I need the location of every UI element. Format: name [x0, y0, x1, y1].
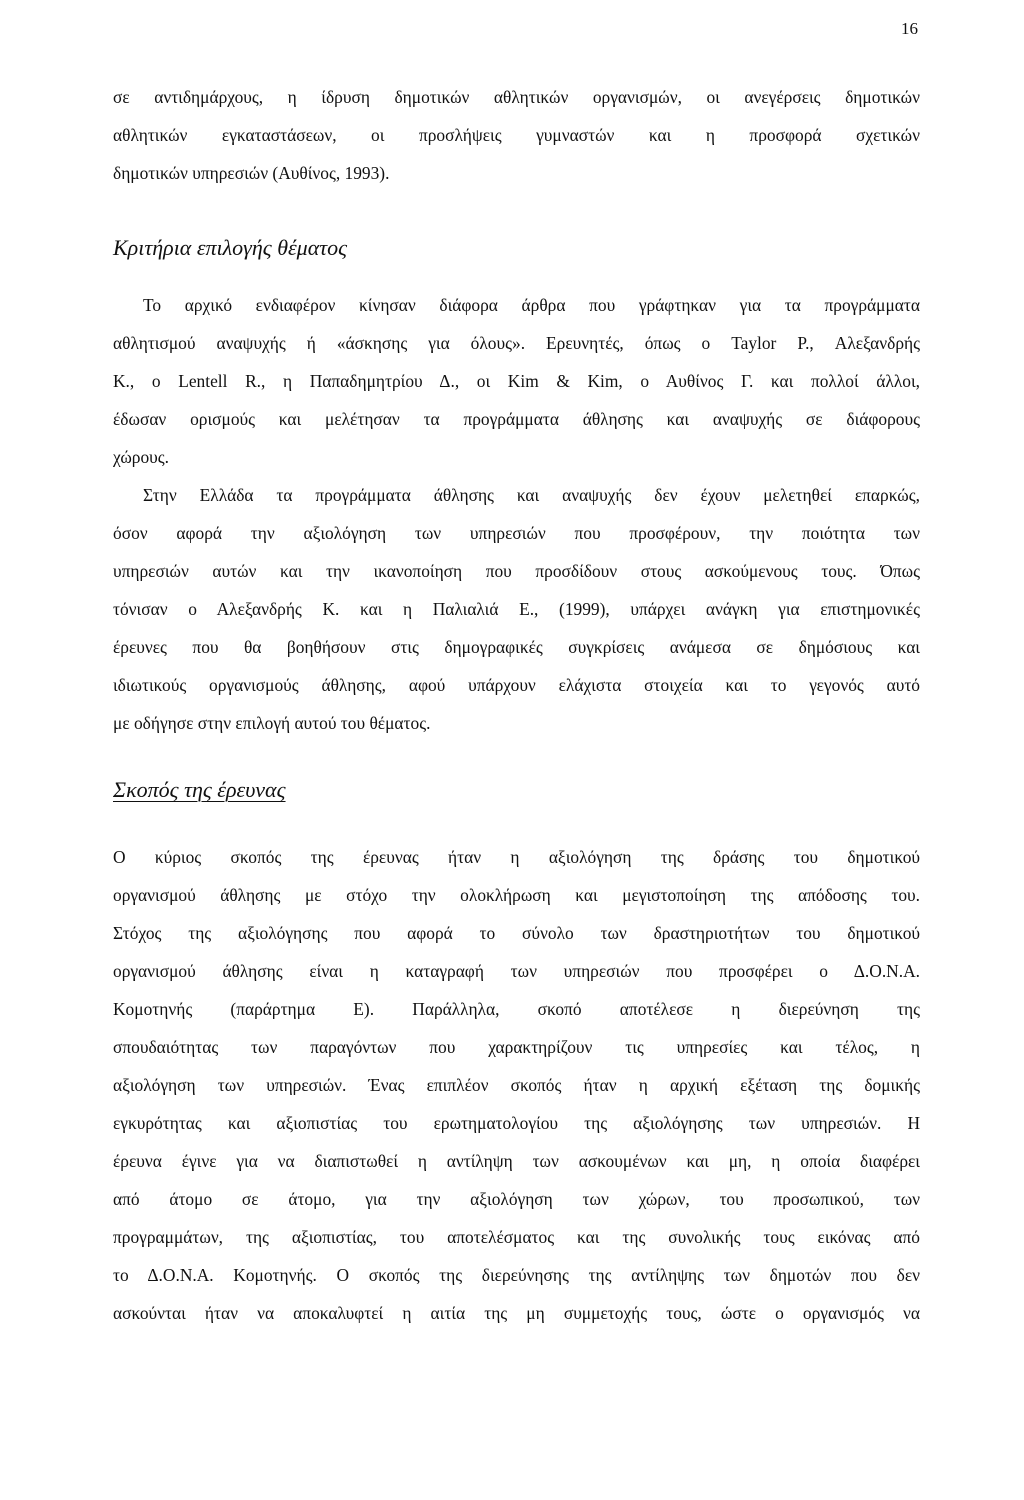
- text-line: οργανισμού άθλησης με στόχο την ολοκλήρωση και μεγιστοποίηση της απόδοσης του.: [113, 885, 920, 905]
- text-line: έδωσαν ορισμούς και μελέτησαν τα προγράμματα άθλησης και αναψυχής σε διάφορους: [113, 409, 920, 429]
- text-line: Ο κύριος σκοπός της έρευνας ήταν η αξιολόγηση της δράσης του δημοτικού: [113, 847, 920, 867]
- spacer: [113, 268, 920, 286]
- section-heading-text: Σκοπός της έρευνας: [113, 777, 286, 802]
- text-line: από άτομο σε άτομο, για την αξιολόγηση των χώρων, του προσωπικού, των: [113, 1189, 920, 1209]
- text-line: αθλητικών εγκαταστάσεων, οι προσλήψεις γυμναστών και η προσφορά σχετικών: [113, 125, 920, 145]
- intro-paragraph: [113, 78, 920, 192]
- text-line: σε αντιδημάρχους, η ίδρυση δημοτικών αθλητικών οργανισμών, οι ανεγέρσεις δημοτικών: [113, 87, 920, 107]
- text-line: έρευνες που θα βοηθήσουν στις δημογραφικές συγκρίσεις ανάμεσα σε δημόσιους και: [113, 637, 920, 657]
- section-heading-research-aim: [113, 770, 920, 810]
- text-line: οργανισμού άθλησης είναι η καταγραφή των υπηρεσιών που προσφέρει ο Δ.Ο.Ν.Α.: [113, 961, 920, 981]
- text-line: χώρους.: [113, 447, 170, 467]
- text-line: αθλητισμού αναψυχής ή «άσκησης για όλους». Ερευνητές, όπως ο Taylor P., Αλεξανδρής: [113, 333, 920, 353]
- text-line: Στην Ελλάδα τα προγράμματα άθλησης και αναψυχής δεν έχουν μελετηθεί επαρκώς,: [143, 485, 920, 505]
- text-line: όσον αφορά την αξιολόγηση των υπηρεσιών που προσφέρουν, την ποιότητα των: [113, 523, 920, 543]
- text-line: Κομοτηνής (παράρτημα Ε). Παράλληλα, σκοπό αποτέλεσε η διερεύνηση της: [113, 999, 920, 1019]
- page-number: 16: [901, 19, 918, 38]
- text-line: με οδήγησε στην επιλογή αυτού του θέματος.: [113, 713, 431, 733]
- text-line: σπουδαιότητας των παραγόντων που χαρακτηρίζουν τις υπηρεσίες και τέλος, η: [113, 1037, 920, 1057]
- text-line: εγκυρότητας και αξιοπιστίας του ερωτηματολογίου της αξιολόγησης των υπηρεσιών. Η: [113, 1113, 920, 1133]
- section-heading-topic-criteria: [113, 228, 920, 268]
- section-heading-text: Κριτήρια επιλογής θέματος: [113, 235, 348, 260]
- spacer: [113, 192, 920, 228]
- text-line: προγραμμάτων, της αξιοπιστίας, του αποτελέσματος και της συνολικής τους εικόνας από: [113, 1227, 920, 1247]
- text-line: Στόχος της αξιολόγησης που αφορά το σύνολο των δραστηριοτήτων του δημοτικού: [113, 923, 920, 943]
- text-line: Το αρχικό ενδιαφέρον κίνησαν διάφορα άρθρα που γράφτηκαν για τα προγράμματα: [143, 295, 920, 315]
- spacer: [113, 742, 920, 770]
- text-line: το Δ.Ο.Ν.Α. Κομοτηνής. Ο σκοπός της διερεύνησης της αντίληψης των δημοτών που δεν: [113, 1265, 920, 1285]
- text-line: τόνισαν ο Αλεξανδρής Κ. και η Παλιαλιά Ε., (1999), υπάρχει ανάγκη για επιστημονικές: [113, 599, 920, 619]
- text-line: υπηρεσιών αυτών και την ικανοποίηση που προσδίδουν στους ασκούμενους τους. Όπως: [113, 561, 920, 581]
- spacer: [113, 810, 920, 838]
- text-line: δημοτικών υπηρεσιών (Αυθίνος, 1993).: [113, 163, 390, 183]
- aim-paragraph: [113, 838, 920, 1332]
- text-line: αξιολόγηση των υπηρεσιών. Ένας επιπλέον σκοπός ήταν η αρχική εξέταση της δομικής: [113, 1075, 920, 1095]
- criteria-paragraph-2: [113, 476, 920, 742]
- text-line: K., ο Lentell R., η Παπαδημητρίου Δ., οι Kim & Kim, ο Αυθίνος Γ. και πολλοί άλλοι,: [113, 371, 920, 391]
- page-body: [113, 78, 920, 1332]
- text-line: έρευνα έγινε για να διαπιστωθεί η αντίληψη των ασκουμένων και μη, η οποία διαφέρει: [113, 1151, 920, 1171]
- criteria-paragraph-1: [113, 286, 920, 476]
- text-line: ασκούνται ήταν να αποκαλυφτεί η αιτία της μη συμμετοχής τους, ώστε ο οργανισμός να: [113, 1303, 920, 1323]
- text-line: ιδιωτικούς οργανισμούς άθλησης, αφού υπάρχουν ελάχιστα στοιχεία και το γεγονός αυτό: [113, 675, 920, 695]
